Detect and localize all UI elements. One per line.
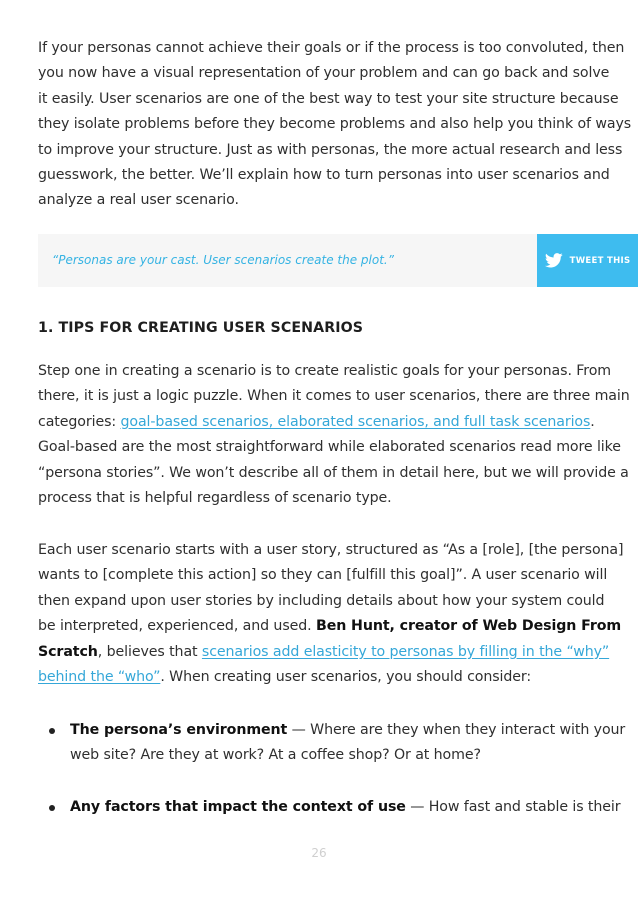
- twitter-bird-icon: [545, 253, 563, 268]
- elasticity-link-continued[interactable]: behind the “who”: [38, 669, 161, 686]
- intro-line: If your personas cannot achieve their goals or if the process is too convoluted, then: [38, 40, 625, 56]
- paragraph-line: [38, 410, 618, 435]
- list-item-text: — How fast and stable is their: [405, 798, 621, 815]
- intro-line: analyze a real user scenario.: [38, 192, 239, 209]
- intro-line: to improve your structure. Just as with personas, the more actual research and less: [38, 141, 623, 158]
- list-item: [38, 718, 626, 769]
- list-item-title: Any factors that impact the context of use: [70, 798, 406, 815]
- pull-quote-text: “Personas are your cast. User scenarios create the plot.”: [52, 253, 394, 267]
- paragraph-line: [38, 665, 618, 690]
- intro-line: it easily. User scenarios are one of the best way to test your site structure because: [38, 90, 619, 107]
- paragraph-line: then expand upon user stories by including details about how your system could: [38, 592, 605, 609]
- text-fragment: .: [590, 413, 595, 430]
- intro-line: you now have a visual representation of your problem and can go back and solve: [38, 65, 610, 82]
- list-item: [38, 795, 621, 820]
- paragraph-line: process that is helpful regardless of scenario type.: [38, 490, 392, 507]
- list-item-line: [70, 718, 626, 743]
- paragraph-line: there, it is just a logic puzzle. When it comes to user scenarios, there are three main: [38, 388, 630, 405]
- paragraph-line: Each user scenario starts with a user story, structured as “As a [role], [the persona]: [38, 542, 624, 558]
- paragraph-line: Step one in creating a scenario is to create realistic goals for your personas. From: [38, 363, 612, 379]
- section-heading: 1. TIPS FOR CREATING USER SCENARIOS: [38, 320, 364, 336]
- intro-line: guesswork, the better. We’ll explain how to turn personas into user scenarios and: [38, 167, 610, 184]
- scenario-types-link[interactable]: goal-based scenarios, elaborated scenarios, and full task scenarios: [120, 413, 591, 430]
- pull-quote: [38, 234, 638, 287]
- page-number: 26: [311, 846, 327, 860]
- bullet-dot: [49, 728, 55, 734]
- ben-hunt-credit: Ben Hunt, creator of Web Design From: [315, 618, 622, 635]
- paragraph-user-story: [38, 538, 624, 690]
- list-item-line: [70, 795, 621, 820]
- elasticity-link[interactable]: scenarios add elasticity to personas by filling in the “why”: [201, 643, 610, 660]
- tweet-this-button[interactable]: [537, 234, 638, 287]
- intro-line: they isolate problems before they become problems and also help you think of ways: [38, 116, 632, 133]
- text-fragment: . When creating user scenarios, you should consider:: [160, 669, 532, 686]
- list-item-title: The persona’s environment: [70, 722, 288, 738]
- paragraph-line: “persona stories”. We won’t describe all of them in detail here, but we will provide a: [38, 464, 629, 481]
- text-fragment: be interpreted, experienced, and used.: [38, 618, 316, 635]
- paragraph-line: [38, 640, 618, 665]
- list-item-text: — Where are they when they interact with your: [287, 722, 626, 738]
- text-fragment: categories:: [38, 413, 121, 430]
- paragraph-line: Goal-based are the most straightforward while elaborated scenarios read more like: [38, 439, 621, 456]
- paragraph-line: [38, 614, 622, 639]
- bullet-dot: [49, 805, 55, 811]
- considerations-list: [38, 718, 626, 846]
- list-item-line: web site? Are they at work? At a coffee shop? Or at home?: [70, 747, 481, 764]
- scratch-credit: Scratch: [38, 643, 98, 660]
- intro-paragraph: [38, 36, 632, 214]
- paragraph-line: wants to [complete this action] so they can [fulfill this goal]”. A user scenario will: [38, 567, 608, 584]
- text-fragment: , believes that: [97, 643, 202, 660]
- paragraph-scenario-goals: [38, 359, 630, 511]
- tweet-this-label: TWEET THIS: [569, 255, 631, 266]
